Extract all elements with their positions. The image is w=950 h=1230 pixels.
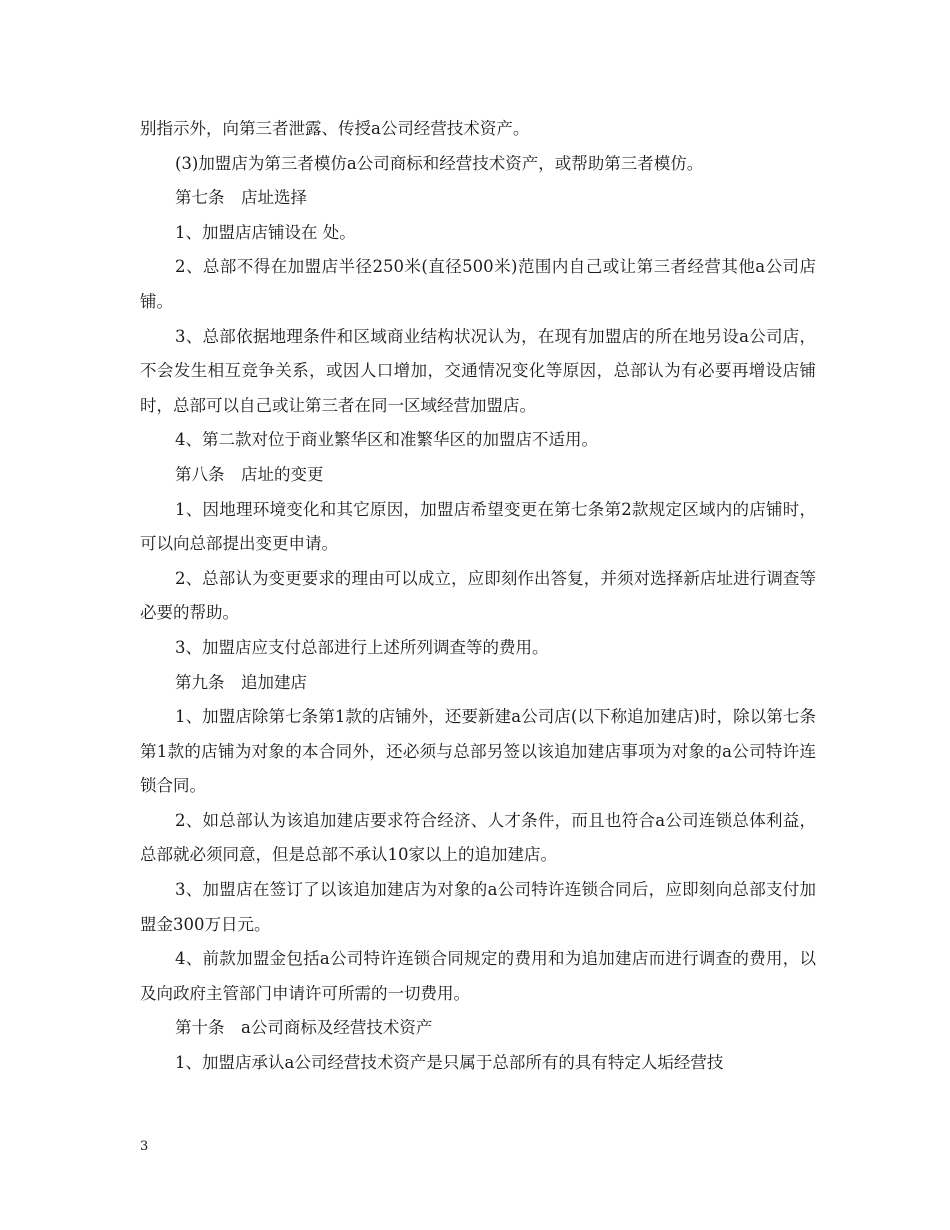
paragraph: 4、前款加盟金包括a公司特许连锁合同规定的费用和为追加建店而进行调查的费用，以及向政府主管部门申请许可所需的一切费用。: [140, 949, 816, 1003]
paragraph: 第十条 a公司商标及经营技术资产: [175, 1018, 433, 1038]
paragraph: 2、如总部认为该追加建店要求符合经济、人才条件，而且也符合a公司连锁总体利益，总部就必须同意，但是总部不承认10家以上的追加建店。: [140, 810, 816, 865]
paragraph: 别指示外，向第三者泄露、传授a公司经营技术资产。: [140, 119, 530, 138]
paragraph: 3、加盟店应支付总部进行上述所列调查等的费用。: [175, 637, 549, 657]
paragraph: 4、第二款对位于商业繁华区和准繁华区的加盟店不适用。: [175, 430, 598, 450]
paragraph: 1、因地理环境变化和其它原因，加盟店希望变更在第七条第2款规定区域内的店铺时，可以向总部提出变更申请。: [140, 499, 816, 554]
paragraph: 2、总部认为变更要求的理由可以成立，应即刻作出答复，并须对选择新店址进行调查等必要的帮助。: [140, 568, 816, 623]
paragraph: 2、总部不得在加盟店半径250米(直径500米)范围内自己或让第三者经营其他a公司店铺。: [140, 257, 816, 311]
paragraph: 1、加盟店除第七条第1款的店铺外，还要新建a公司店(以下称追加建店)时，除以第七条第1款的店铺为对象的本合同外，还必须与总部另签以该追加建店事项为对象的a公司特许连锁合同。: [140, 707, 816, 796]
paragraph: 3、加盟店在签订了以该追加建店为对象的a公司特许连锁合同后，应即刻向总部支付加盟金300万日元。: [140, 880, 816, 934]
paragraph: 第九条 追加建店: [175, 672, 307, 692]
paragraph: (3)加盟店为第三者模仿a公司商标和经营技术资产，或帮助第三者模仿。: [175, 153, 704, 173]
page-number: 3: [140, 1139, 149, 1154]
paragraph: 1、加盟店店铺设在 处。: [175, 222, 356, 242]
paragraph: 第八条 店址的变更: [175, 464, 324, 484]
paragraph: 第七条 店址选择: [175, 188, 307, 208]
paragraph: 1、加盟店承认a公司经营技术资产是只属于总部所有的具有特定人垢经营技: [175, 1053, 724, 1073]
document-body: [140, 112, 816, 1081]
paragraph: 3、总部依据地理条件和区域商业结构状况认为，在现有加盟店的所在地另设a公司店，不会发生相互竞争关系，或因人口增加，交通情况变化等原因，总部认为有必要再增设店铺时，总部可以自己或让第三者在同一区域经营加盟店。: [140, 326, 816, 415]
